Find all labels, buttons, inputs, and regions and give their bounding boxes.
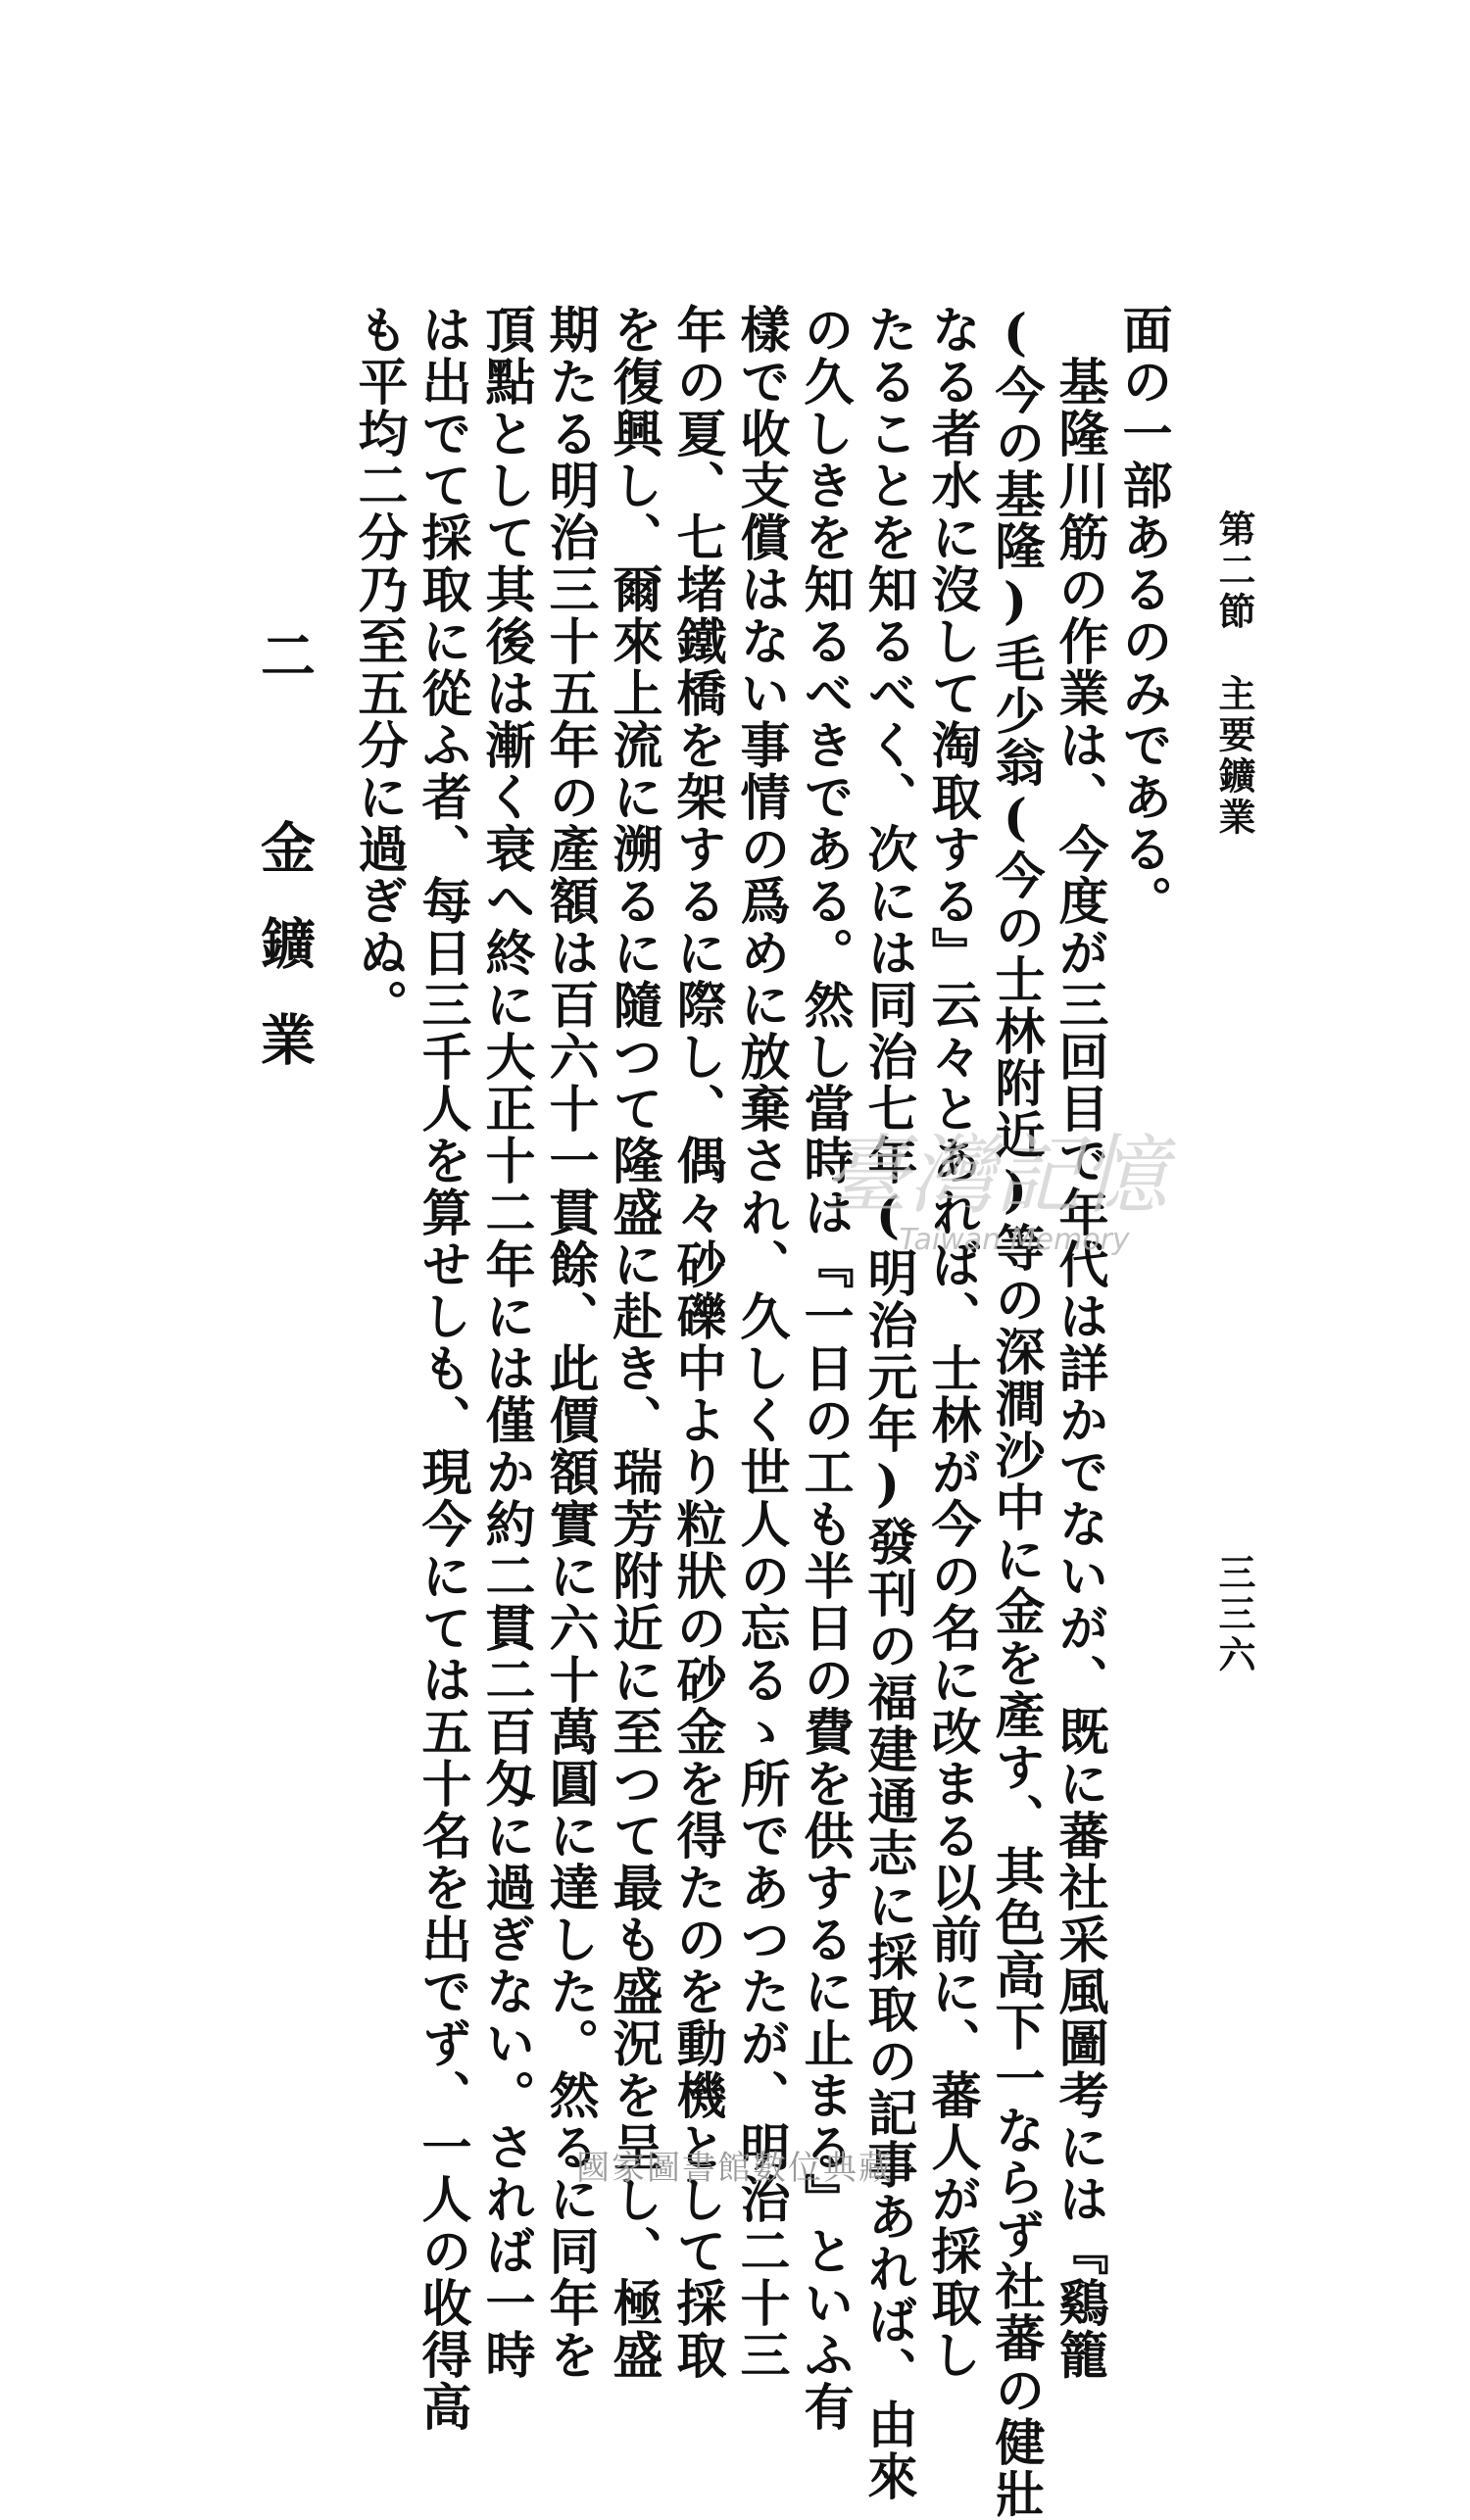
text-column: も平均二分乃至五分に過ぎぬ。	[349, 304, 408, 1031]
taiwan-memory-watermark-logo	[764, 1112, 1225, 1259]
text-column: たることを知るべく、次には同治七年(明治元年)發刊の福建通志に採取の記事あれば、由來	[858, 304, 917, 2502]
text-column: を復興し、爾來上流に溯るに隨つて隆盛に赴き、瑞芳附近に至つて最も盛況を呈し、極盛	[604, 304, 662, 2381]
running-head: 第二節 主要鑛業	[1212, 509, 1256, 839]
text-column: は出でて採取に從ふ者、每日三千人を算せしも、現今にては五十名を出でず、一人の收得高	[413, 304, 471, 2433]
library-footer: 國家圖書館數位典藏	[576, 2149, 894, 2188]
text-column: 面の一部あるのみである。	[1113, 304, 1172, 927]
watermark-title: 臺灣記憶	[821, 1125, 1168, 1226]
section-heading: 二 金鑛業	[252, 627, 317, 1107]
watermark-subtitle: Taiwan Memory	[899, 1223, 1130, 1257]
text-column: 年の夏、七堵鐵橋を架するに際し、偶々砂礫中より粒狀の砂金を得たのを動機として採取	[667, 304, 726, 2381]
text-column: (今の基隆)毛少翁(今の士林附近)等の深澗沙中に金を產す、其色高下一ならず社蕃の健壯	[986, 304, 1045, 2520]
text-column: の久しきを知るべきである。然し當時は『一日の工も半日の費を供するに止まる』といふ有	[795, 304, 854, 2433]
text-column: 基隆川筋の作業は、今度が三回目で年代は詳かでないが、既に蕃社采風圖考には『鷄籠	[1050, 304, 1108, 2381]
text-column: 期たる明治三十五年の產額は百六十一貫餘、此價額實に六十萬圓に達した。然るに同年を	[540, 304, 599, 2381]
text-column: 頂點として其後は漸く衰へ終に大正十二年には僅か約二貫二百匁に過ぎない。されば一時	[476, 304, 535, 2381]
text-column: なる者水に沒して淘取する』云々とあれば、士林が今の名に改まる以前に、蕃人が採取し	[922, 304, 981, 2381]
text-column: 樣で收支償はない事情の爲めに放棄され、久しく世人の忘るゝ所であつたが、明治二十三	[731, 304, 790, 2381]
page-number: 三三六	[1212, 1553, 1256, 1676]
